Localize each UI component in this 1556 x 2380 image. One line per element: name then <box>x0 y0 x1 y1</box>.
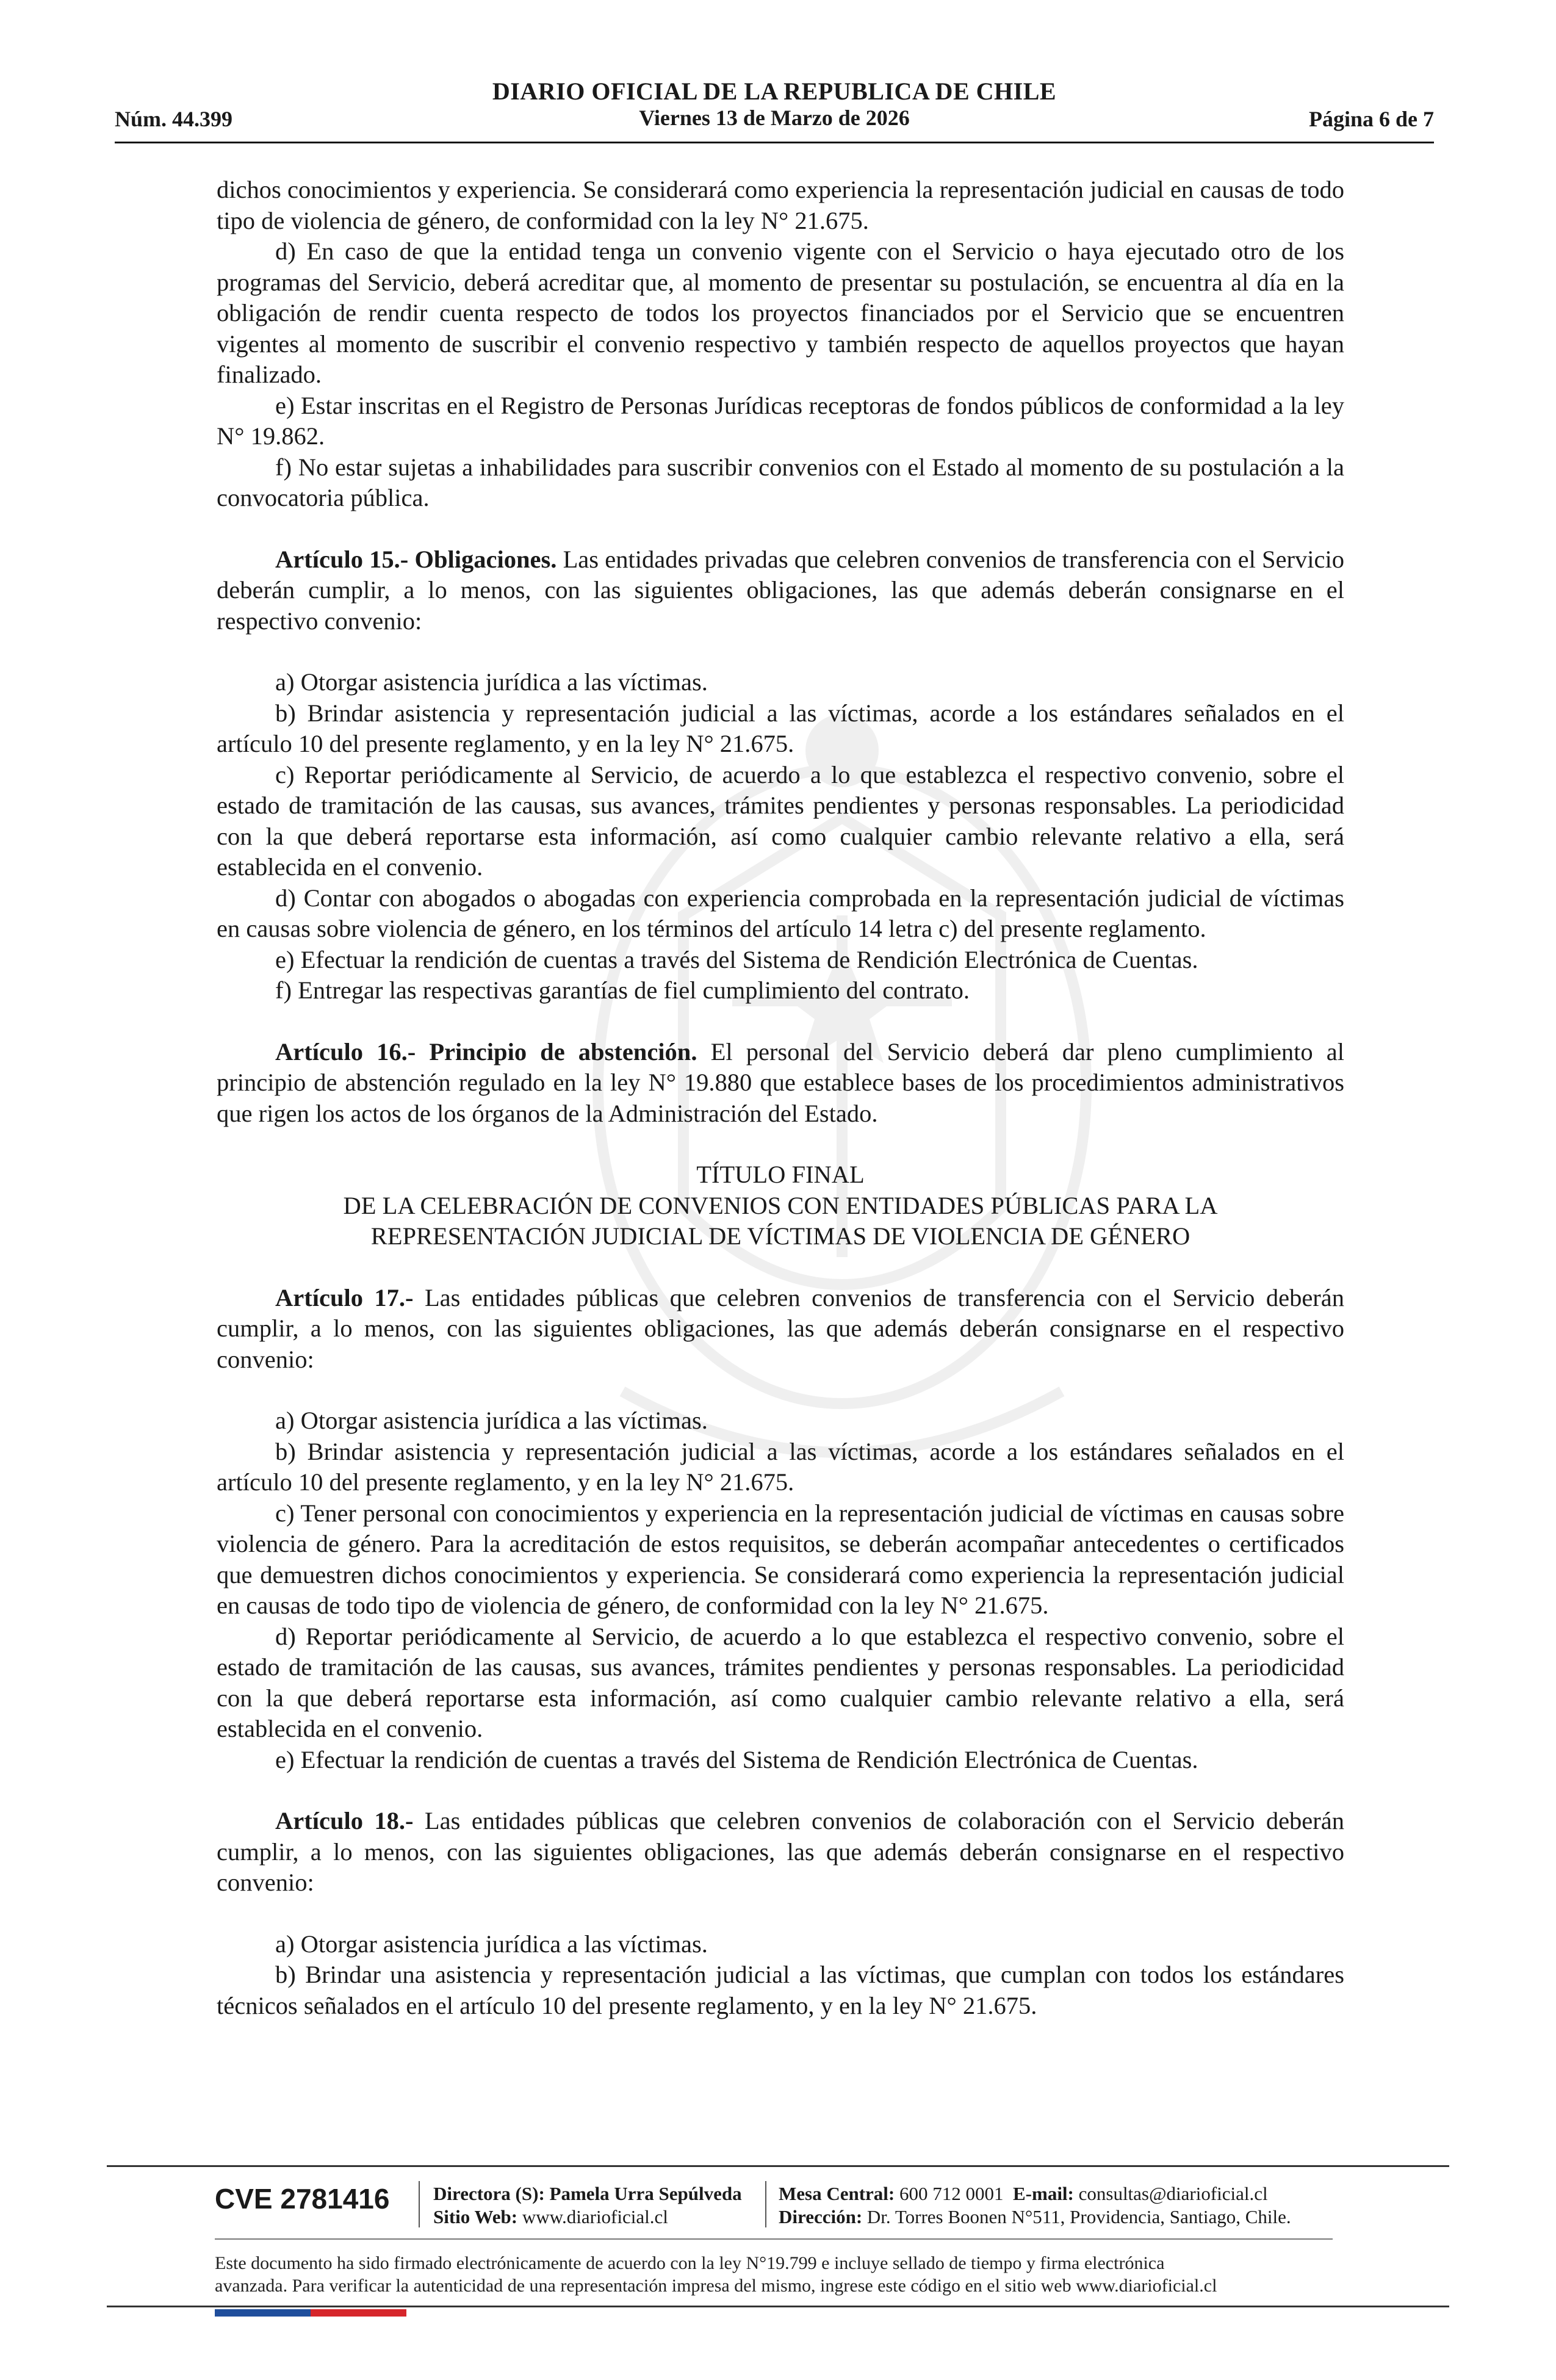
article-15-text: Las entidades privadas que celebren convenios de transferencia con el Servicio deberán cumplir, a lo menos, con las siguientes obligaciones, las que además deberán consignarse en el respectivo convenio: <box>217 545 1344 635</box>
footer-divider <box>107 2165 1449 2167</box>
article-18 <box>217 1806 1344 1899</box>
list-item: a) Otorgar asistencia jurídica a las víctimas. <box>275 1407 708 1434</box>
list-item: f) Entregar las respectivas garantías de fiel cumplimiento del contrato. <box>275 976 970 1004</box>
section-subtitle: REPRESENTACIÓN JUDICIAL DE VÍCTIMAS DE VIOLENCIA DE GÉNERO <box>370 1222 1190 1250</box>
section-title: TÍTULO FINAL <box>696 1161 865 1188</box>
issue-date: Viernes 13 de Marzo de 2026 <box>639 106 910 130</box>
section-subtitle: DE LA CELEBRACIÓN DE CONVENIOS CON ENTIDADES PÚBLICAS PARA LA <box>343 1191 1218 1219</box>
article-16 <box>217 1037 1344 1130</box>
paragraph: f) No estar sujetas a inhabilidades para suscribir convenios con el Estado al momento de su postulación a la convocatoria pública. <box>217 453 1344 511</box>
article-18-heading: Artículo 18.- <box>275 1807 414 1834</box>
signature-note-line: Este documento ha sido firmado electrónicamente de acuerdo con la ley N°19.799 e incluye sellado de tiempo y firma electrónica <box>215 2253 1165 2273</box>
list-item: a) Otorgar asistencia jurídica a las víctimas. <box>275 668 708 696</box>
paragraph: e) Estar inscritas en el Registro de Personas Jurídicas receptoras de fondos públicos de conformidad a la ley N° 19.862. <box>217 391 1344 450</box>
document-body <box>217 175 1344 2021</box>
list-item: e) Efectuar la rendición de cuentas a través del Sistema de Rendición Electrónica de Cuentas. <box>275 1745 1198 1773</box>
article-15-heading: Artículo 15.- Obligaciones. <box>275 545 557 573</box>
footer-separator <box>419 2181 420 2227</box>
article-16-heading: Artículo 16.- Principio de abstención. <box>275 1037 697 1066</box>
footer-directora-block <box>433 2182 742 2229</box>
list-item: a) Otorgar asistencia jurídica a las víctimas. <box>275 1930 708 1958</box>
sitio-link[interactable]: www.diarioficial.cl <box>522 2206 668 2227</box>
header-divider <box>115 142 1434 143</box>
mesa-label: Mesa Central: <box>779 2183 895 2204</box>
list-item: b) Brindar una asistencia y representación judicial a las víctimas, que cumplan con todos los estándares técnicos señalados en el artículo 10 del presente reglamento, y en la ley N° 21.675. <box>217 1961 1344 2019</box>
direccion-label: Dirección: <box>779 2206 863 2227</box>
signature-note <box>215 2252 1350 2297</box>
paragraph: d) En caso de que la entidad tenga un convenio vigente con el Servicio o haya ejecutado otro de los programas del Servicio, deberá acreditar que, al momento de presentar su postulación, se encuentra al día en la obligación de rendir cuenta respecto de todos los proyectos financiados por el Servicio que se encuentren vigentes al momento de suscribir el convenio respectivo y también respecto de aquellos proyectos que hayan finalizado. <box>217 237 1344 388</box>
article-16-text: El personal del Servicio deberá dar pleno cumplimiento al principio de abstención regulado en la ley N° 19.880 que establece bases de los procedimientos administrativos que rigen los actos de los órganos de la Administración del Estado. <box>217 1037 1344 1127</box>
article-18-text: Las entidades públicas que celebren convenios de colaboración con el Servicio deberán cumplir, a lo menos, con las siguientes obligaciones, las que además deberán consignarse en el respectivo convenio: <box>217 1807 1344 1896</box>
email-label: E-mail: <box>1013 2183 1074 2204</box>
paragraph: dichos conocimientos y experiencia. Se considerará como experiencia la representación judicial en causas de todo tipo de violencia de género, de conformidad con la ley N° 21.675. <box>217 176 1344 234</box>
list-item: c) Tener personal con conocimientos y experiencia en la representación judicial de víctimas en causas sobre violencia de género. Para la acreditación de estos requisitos, se deberán acompañar antecedentes o certificados que demuestren dichos conocimientos y experiencia. Se considerará como experiencia la representación judicial en causas de todo tipo de violencia de género, de conformidad con la ley N° 21.675. <box>217 1499 1344 1619</box>
article-17 <box>217 1283 1344 1376</box>
newspaper-title: DIARIO OFICIAL DE LA REPUBLICA DE CHILE <box>492 78 1057 105</box>
list-item: b) Brindar asistencia y representación judicial a las víctimas, acorde a los estándares señalados en el artículo 10 del presente reglamento, y en la ley N° 21.675. <box>217 1437 1344 1496</box>
issue-number: Núm. 44.399 <box>115 107 233 131</box>
article-17-heading: Artículo 17.- <box>275 1283 414 1311</box>
list-item: b) Brindar asistencia y representación judicial a las víctimas, acorde a los estándares señalados en el artículo 10 del presente reglamento, y en la ley N° 21.675. <box>217 699 1344 757</box>
footer-bottom-divider <box>107 2306 1449 2307</box>
directora-name: Directora (S): Pamela Urra Sepúlveda <box>433 2183 742 2204</box>
footer-inner-divider <box>215 2238 1333 2240</box>
list-item: e) Efectuar la rendición de cuentas a través del Sistema de Rendición Electrónica de Cuentas. <box>275 945 1198 973</box>
mesa-phone: 600 712 0001 <box>899 2183 1004 2204</box>
footer-contact-block <box>779 2182 1291 2229</box>
direccion-value: Dr. Torres Boonen N°511, Providencia, Santiago, Chile. <box>866 2206 1291 2227</box>
footer-separator <box>765 2181 766 2227</box>
list-item: c) Reportar periódicamente al Servicio, de acuerdo a lo que establezca el respectivo convenio, sobre el estado de tramitación de las causas, sus avances, trámites pendientes y personas responsables. La periodicidad con la que deberá reportarse esta información, así como cualquier cambio relevante relativo a ella, será establecida en el convenio. <box>217 760 1344 881</box>
cve-code: CVE 2781416 <box>215 2183 390 2215</box>
flag-stripe <box>215 2309 406 2317</box>
flag-blue-stripe <box>215 2309 311 2317</box>
flag-red-stripe <box>311 2309 406 2317</box>
page-header <box>115 77 1434 145</box>
article-17-text: Las entidades públicas que celebren convenios de transferencia con el Servicio deberán cumplir, a lo menos, con las siguientes obligaciones, las que además deberán consignarse en el respectivo convenio: <box>217 1283 1345 1373</box>
email-link[interactable]: consultas@diarioficial.cl <box>1078 2183 1268 2204</box>
sitio-label: Sitio Web: <box>433 2206 518 2227</box>
article-15 <box>217 544 1344 637</box>
page-number: Página 6 de 7 <box>1308 107 1434 131</box>
signature-note-line: avanzada. Para verificar la autenticidad de una representación impresa del mismo, ingrese este código en el sitio web www.diarioficial.cl <box>215 2276 1217 2296</box>
list-item: d) Reportar periódicamente al Servicio, de acuerdo a lo que establezca el respectivo convenio, sobre el estado de tramitación de las causas, sus avances, trámites pendientes y personas responsables. La periodicidad con la que deberá reportarse esta información, así como cualquier cambio relevante relativo a ella, será establecida en el convenio. <box>217 1622 1344 1742</box>
list-item: d) Contar con abogados o abogadas con experiencia comprobada en la representación judicial de víctimas en causas sobre violencia de género, en los términos del artículo 14 letra c) del presente reglamento. <box>217 884 1344 942</box>
